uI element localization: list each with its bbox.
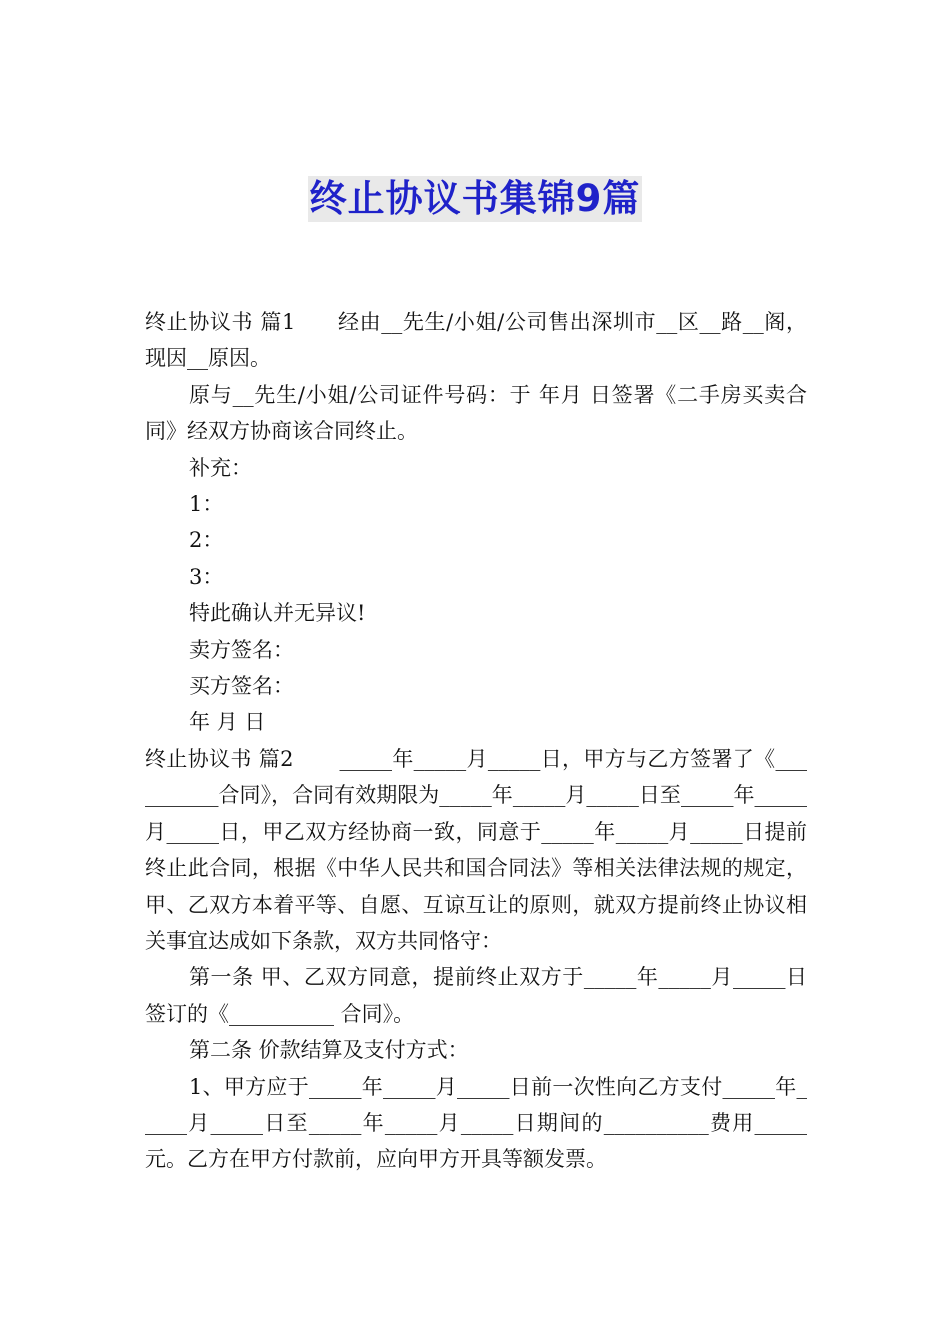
section-1-item-2: 2： [189, 528, 224, 553]
section-2-first-paragraph [145, 741, 807, 959]
document-body [145, 304, 807, 1178]
section-2-paragraph-1: _____年_____月_____日，甲方与乙方签署了《__________合同》，合同有效期限为_____年_____月_____日至_____年_____月_____日，甲乙双方经协商一致，同意于_____年_____月_____日提前终止此合同，根据《中华人民共和国合同法》等相关法律法规的规定，甲、乙双方本着平等、自愿、互谅互让的原则，就双方提前终止协议相关事宜达成如下条款，双方共同恪守： [145, 746, 808, 953]
section-1-confirmation: 特此确认并无异议! [189, 601, 366, 626]
buyer-signature-line: 买方签名： [189, 674, 294, 699]
section-1-paragraph-1: 经由__先生/小姐/公司售出深圳市__区__路__阁，现因__原因。 [145, 310, 807, 371]
article-2-clause-1: 1、甲方应于_____年_____月_____日前一次性向乙方支付_____年_____月_____日至_____年_____月_____日期间的__________费用_____元。乙方在甲方付款前，应向甲方开具等额发票。 [145, 1074, 807, 1172]
section-1-item-3: 3： [189, 564, 224, 589]
section-2-heading: 终止协议书 篇2 [145, 746, 294, 771]
section-1-first-paragraph [145, 304, 807, 377]
document-title: 终止协议书集锦9篇 [309, 177, 641, 220]
section-1-item-1: 1： [189, 492, 224, 517]
title-container [0, 176, 950, 222]
article-1: 第一条 甲、乙双方同意，提前终止双方于_____年_____月_____日签订的《__________ 合同》。 [145, 965, 807, 1026]
section-1-heading: 终止协议书 篇1 [145, 310, 296, 334]
date-line: 年 月 日 [189, 710, 266, 735]
seller-signature-line: 卖方签名： [189, 637, 294, 662]
article-2: 第二条 价款结算及支付方式： [189, 1038, 469, 1063]
section-1-paragraph-2: 原与__先生/小姐/公司证件号码：于 年月 日签署《二手房买卖合同》经双方协商该合同终止。 [145, 382, 807, 444]
section-1-supplement-label: 补充： [189, 455, 252, 480]
